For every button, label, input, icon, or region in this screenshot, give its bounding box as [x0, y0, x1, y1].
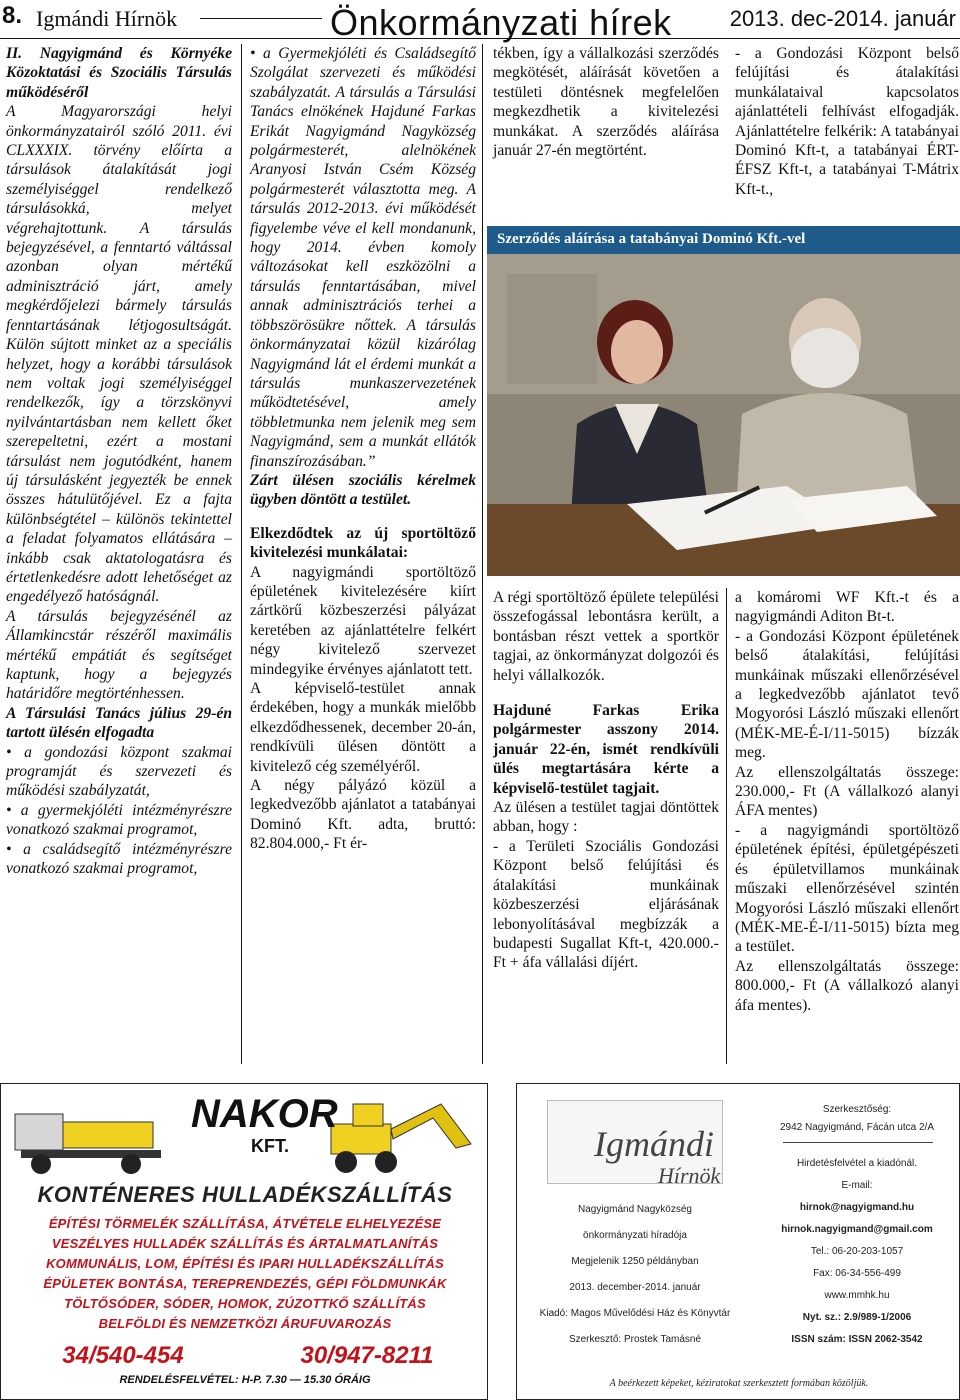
nakor-logo: NAKOR: [191, 1092, 338, 1136]
imprint-fax: Fax: 06-34-556-499: [813, 1268, 901, 1279]
ad-service: ÉPÍTÉSI TÖRMELÉK SZÁLLÍTÁSA, ÁTVÉTELE ELHELYEZÉSE: [48, 1216, 442, 1231]
column-divider: [726, 588, 727, 1064]
article-body: tékben, így a vállalkozási szerződés megkötését, aláírását követően a testületi döntésnek megfelelően megkezdhetik a kivitelezési munkákat. A szerződés aláírása január 27-én megtörtént.: [493, 45, 719, 160]
imprint-phone: Tel.: 06-20-203-1057: [810, 1246, 904, 1257]
ad-service: TÖLTŐSÓDER, SÓDER, HOMOK, ZÚZOTTKŐ SZÁLLÍTÁS: [64, 1296, 426, 1311]
imprint-right: [753, 1084, 960, 1374]
column-divider: [241, 44, 242, 1064]
imprint-issn: ISSN szám: ISSN 2062-3542: [791, 1334, 923, 1345]
bullet-item: • a gondozási központ szakmai programját és szervezeti és működési szabályzatát,: [6, 743, 232, 800]
photo-caption: Szerződés aláírása a tatabányai Dominó Kft.-vel: [487, 226, 960, 254]
article-body: A régi sportöltöző épülete települési összefogással lebontásra került, a bontásban részt vettek a sportkör tagjai, az önkormányzat dolgozói és helyi vállalkozók.: [493, 589, 719, 684]
closed-session-note: Zárt ülésen szociális kérelmek ügyben döntött a testület.: [250, 471, 476, 509]
imprint-footer: A beérkezett képeket, kéziratokat szerkesztett formában közöljük.: [609, 1378, 869, 1389]
imprint-divider: [783, 1142, 933, 1143]
imprint-line: Szerkesztőség:: [822, 1104, 892, 1115]
ad-headline: KONTÉNERES HULLADÉKSZÁLLÍTÁS: [37, 1182, 453, 1207]
article-heading: Hajduné Farkas Erika polgármester asszony 2014. január 22-én, ismét rendkívüli ülés megtartására kérte a képviselő-testület tagjait.: [493, 702, 719, 797]
ad-service: KOMMUNÁLIS, LOM, ÉPÍTÉSI ÉS IPARI HULLADÉKSZÁLLÍTÁS: [46, 1256, 444, 1271]
article-heading: II. Nagyigmánd és Környéke Közoktatási és Szociális Társulás működéséről: [6, 45, 232, 101]
article-body: Az ellenszolgáltatás összege: 230.000,- Ft (A vállalkozó alanyi ÁFA mentes): [735, 763, 959, 820]
article-body-2: A társulás bejegyzésénél az Államkincstár részéről maximális mértékű empátiát és segítséget kaptunk, hogy a bejegyzés határidőre megtörténhessen.: [6, 607, 232, 703]
page-header: [0, 0, 960, 43]
imprint-line: Kiadó: Magos Művelődési Ház és Könyvtár: [539, 1308, 731, 1319]
article-body: a komáromi WF Kft.-t és a nagyigmándi Aditon Bt-t.: [735, 589, 959, 626]
article-body: A nagyigmándi sportöltöző épületének kivitelezésére kiírt zártkörű közbeszerzési pályázat keretében az ajánlattételre felkért négy kivitelező szervezet mindegyike érvényes ajánlatott tett.: [250, 563, 476, 678]
ad-service: VESZÉLYES HULLADÉK SZÁLLÍTÁS ÉS ÁRTALMATLANÍTÁS: [51, 1236, 439, 1251]
article-col-3-top: [493, 44, 719, 160]
article-col-4-bottom: [735, 588, 959, 1015]
imprint-line: 2942 Nagyigmánd, Fácán utca 2/A: [780, 1122, 934, 1133]
logo-text-sub: Hírnök: [658, 1163, 721, 1188]
imprint-email[interactable]: hirnok@nagyigmand.hu: [799, 1202, 915, 1213]
imprint-left: [517, 1084, 753, 1374]
imprint-registration: Nyt. sz.: 2.9/989-1/2006: [802, 1312, 912, 1323]
article-body: A képviselő-testület annak érdekében, hogy a munkák mielőbb elkezdődhessenek, december 20-án, rendkívüli ülésen döntött a kivitelező cég személyéről.: [250, 680, 476, 775]
article-col-1: [6, 44, 232, 878]
ad-phone-1: 34/540-454: [62, 1342, 184, 1369]
logo-text-main: Igmándi: [594, 1124, 714, 1164]
article-body: - a Területi Szociális Gondozási Központ belső felújítási és átalakítási munkáinak közbeszerzési eljárásának lebonyolításával megbízzák a budapesti Sugallat Kft-t, 420.000.-Ft + áfa vállalási díjért.: [493, 837, 719, 972]
contract-signing-photo: [487, 254, 960, 576]
imprint-line: Megjelenik 1250 példányban: [571, 1256, 699, 1267]
publication-name: Igmándi Hírnök: [36, 6, 178, 31]
article-body: - a nagyigmándi sportöltöző épületének építési, épületgépészeti és épületvillamos munkáinak műszaki ellenőrzésével szintén Mogyorósi László műszaki ellenőrt (MÉK-ME-É-I/11-5015) bízta meg a testület.: [735, 821, 959, 956]
article-body: - a Gondozási Központ belső felújítási és átalakítási munkálataival kapcsolatos ajánlattételi felhívást elfogadják. Ajánlattételre felkérik: A tatabányai Dominó Kft-t, a tatabányai ÉRT-ÉFSZ Kft-t, a tatabányai T-Mátrix Kft-t.,: [735, 45, 959, 198]
article-subhead: A Társulási Tanács július 29-én tartott ülésén elfogadta: [6, 704, 232, 742]
igmandi-hirnok-logo: [547, 1100, 723, 1188]
ad-phone-2: 30/947-8211: [300, 1342, 434, 1369]
imprint-line: E-mail:: [841, 1180, 873, 1191]
header-rule: [0, 38, 960, 39]
ad-service: ÉPÜLETEK BONTÁSA, TEREPRENDEZÉS, GÉPI FÖLDMUNKÁK: [43, 1276, 447, 1291]
article-col-3-bottom: [493, 588, 719, 973]
bullet-item: • a gyermekjóléti intézményrészre vonatkozó szakmai programot,: [6, 801, 232, 839]
photo-illustration: [487, 254, 960, 576]
ad-hours: RENDELÉSFELVÉTEL: H-P. 7.30 — 15.30 ÓRÁIG: [119, 1374, 371, 1386]
nakor-kft-label: KFT.: [251, 1136, 289, 1156]
section-title: Önkormányzati hírek: [330, 2, 672, 43]
imprint-website[interactable]: www.mmhk.hu: [824, 1290, 890, 1301]
imprint-line: Hirdetésfelvétel a kiadónál.: [796, 1158, 918, 1169]
nakor-advertisement: [0, 1083, 488, 1400]
article-col-4-top: [735, 44, 959, 199]
article-body: A négy pályázó közül a legkedvezőbb ajánlatot a tatabányai Dominó Kft. adta, bruttó: 82.804.000,- Ft ér-: [250, 777, 476, 853]
imprint-email[interactable]: hirnok.nagyigmand@gmail.com: [781, 1224, 933, 1235]
bullet-item: • a családsegítő intézményrészre vonatkozó szakmai programot,: [6, 840, 232, 878]
issue-date: 2013. dec-2014. január: [729, 6, 956, 31]
article-col-2: [250, 44, 476, 854]
article-body: - a Gondozási Központ épületének belső átalakítási, felújítási munkáinak műszaki ellenőrzésével a legkedvezőbb ajánlatot tevő Mogyorósi László műszaki ellenőrt (MÉK-ME-É-I/11-5015) bízzák meg.: [735, 627, 959, 762]
imprint-line: 2013. december-2014. január: [569, 1282, 701, 1293]
imprint-line: Szerkesztő: Prostek Tamásné: [568, 1334, 702, 1345]
article-body: Az ellenszolgáltatás összege: 800.000,- Ft (A vállalkozó alanyi áfa mentes).: [735, 957, 959, 1014]
imprint-line: Nagyigmánd Nagyközség: [578, 1204, 692, 1215]
article-body: Az ülésen a testület tagjai döntöttek abban, hogy :: [493, 799, 719, 836]
imprint-box: [516, 1083, 960, 1400]
article-body: A Magyarországi helyi önkormányzatairól szóló 2011. évi CLXXXIX. törvény előírta a társulások átalakítását jogi személyiséggel rendelkező társulásokká, melyet végrehajtottunk. A társulás bejegyzésével, a fenntartó váltással azonban olyan mértékű adminisztráció járt, amely megkérdőjelezi bármely társulás fenntartásának létjogosultságát. Külön sújtott minket az a speciális helyzet, hogy a korábbi társulások nem voltak jogi személyiséggel rendelkezők, így a törzskönyvi nyilvántartásban nem kellett őket szerepeltetni, ezért a mostani társulást nem jogutódként, hanem új társulásként jegyezték be ennek összes hátulütőjével. Ez a fajta különbségtétel – különös tekintettel a feladat folyamatos ellátására – inkább csak aktatologatásra és értetlenkedésre adott lehetőséget az engedélyező hatóságnál.: [6, 103, 232, 606]
ad-service: BELFÖLDI ÉS NEMZETKÖZI ÁRUFUVAROZÁS: [98, 1316, 392, 1331]
header-rule-left: [200, 18, 322, 19]
page-number: 8.: [2, 2, 23, 29]
imprint-line: önkormányzati híradója: [583, 1230, 687, 1241]
article-heading: Elkezdődtek az új sportöltöző kivitelezési munkálatai:: [250, 524, 476, 562]
column-divider: [482, 44, 483, 1064]
article-body: • a Gyermekjóléti és Családsegítő Szolgálat szervezeti és működési szabályzatát. A társulás a Társulási Tanács elnökének Hajduné Farkas Erikát Nagyigmánd Nagyközség polgármesterét, alelnökének Aranyosi István Csém Község polgármesterét választotta meg. A társulás 2012-2013. évi működését figyelembe véve el kell mondanunk, hogy 2014. évben komoly változásokat kell eszközölni a társulás fenntartásában, mivel annak adminisztrációs terhei a többszörösükre nőttek. A társulás önkormányzatai közül kizárólag Nagyigmánd lát el érdemi munkát a társulás munkaszervezetének működtetésével, amely többletmunka nem jelenik meg sem Nagyigmánd, sem a munkát ellátók finanszírozásában.”: [250, 45, 476, 470]
